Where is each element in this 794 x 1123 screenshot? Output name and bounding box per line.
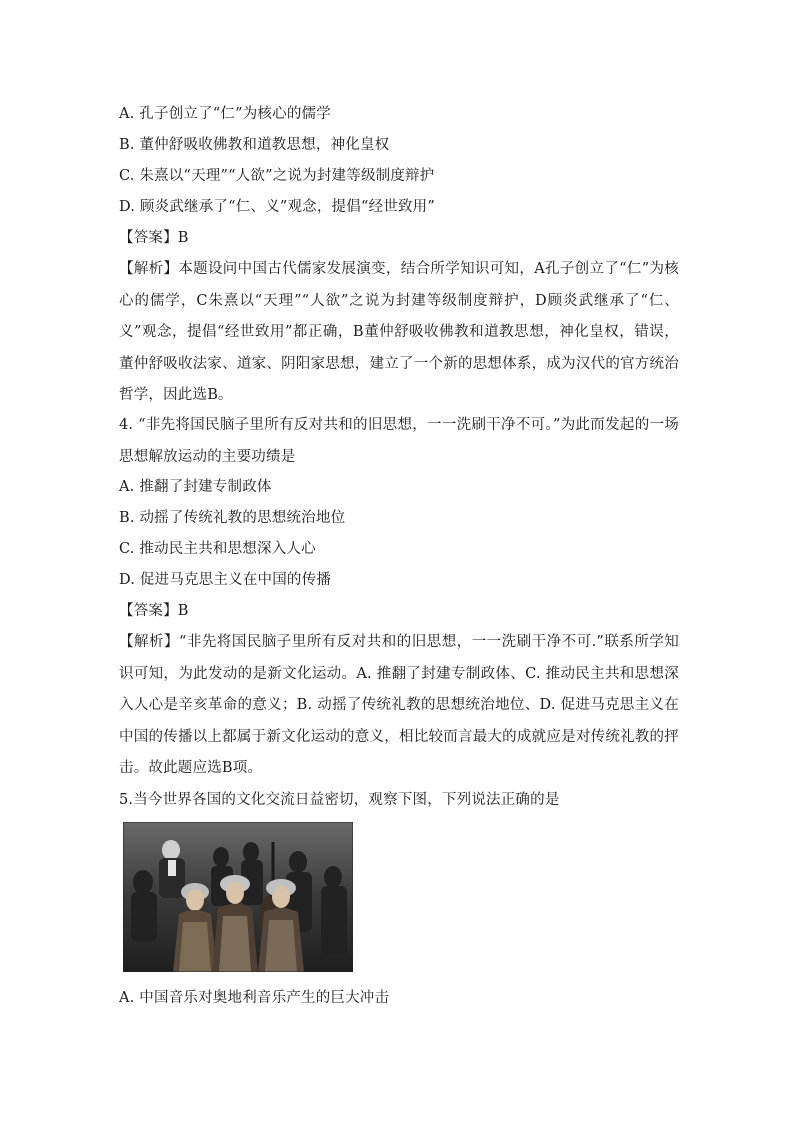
concert-photo	[123, 822, 353, 972]
q4-answer: 【答案】B	[119, 603, 189, 619]
q4-question: 4. “非先将国民脑子里所有反对共和的旧思想，一一洗刷干净不可。”为此而发起的一场思想解放运动的主要功绩是	[119, 417, 679, 465]
q5-question: 5.当今世界各国的文化交流日益密切，观察下图，下列说法正确的是	[119, 792, 560, 808]
q4-option-b: B. 动摇了传统礼教的思想统治地位	[119, 510, 346, 526]
q4-option-a: A. 推翻了封建专制政体	[119, 479, 272, 495]
q4-option-d: D. 促进马克思主义在中国的传播	[119, 572, 332, 588]
q3-answer: 【答案】B	[119, 230, 189, 246]
q3-analysis: 【解析】本题设问中国古代儒家发展演变，结合所学知识可知，A孔子创立了“仁”为核心的儒学，C朱熹以“天理”“人欲”之说为封建等级制度辩护，D顾炎武继承了“仁、义”观念，提倡“经世致用”都正确，B董仲舒吸收佛教和道教思想，神化皇权，错误，董仲舒吸收法家、道家、阴阳家思想，建立了一个新的思想体系，成为汉代的官方统治哲学，因此选B。	[119, 261, 679, 403]
concert-photo-image	[123, 822, 353, 972]
q5-option-a: A. 中国音乐对奥地利音乐产生的巨大冲击	[119, 990, 390, 1006]
q3-option-d: D. 顾炎武继承了“仁、义”观念，提倡“经世致用”	[119, 199, 435, 215]
q4-option-c: C. 推动民主共和思想深入人心	[119, 541, 316, 557]
q3-option-c: C. 朱熹以“天理”“人欲”之说为封建等级制度辩护	[119, 168, 435, 184]
q3-option-b: B. 董仲舒吸收佛教和道教思想，神化皇权	[119, 137, 390, 153]
q4-analysis: 【解析】“非先将国民脑子里所有反对共和的旧思想，一一洗刷干净不可.”联系所学知识可知，为此发动的是新文化运动。A. 推翻了封建专制政体、C. 推动民主共和思想深入人心是辛亥革命的意义；B. 动摇了传统礼教的思想统治地位、D. 促进马克思主义在中国的传播以上都属于新文化运动的意义，相比较而言最大的成就应是对传统礼教的抨击。故此题应选B项。	[119, 634, 679, 776]
q3-option-a: A. 孔子创立了“仁”为核心的儒学	[119, 106, 331, 122]
